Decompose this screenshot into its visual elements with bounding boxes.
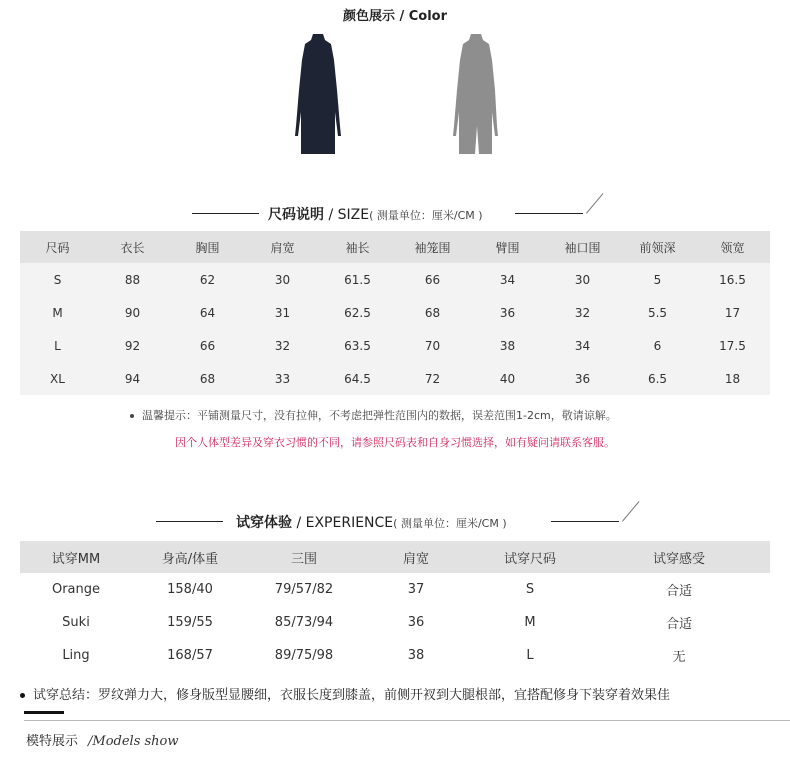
experience-header-cell: 试穿尺码 [472,541,588,573]
table-cell: S [53,272,62,287]
fit-summary-text: 试穿总结：罗纹弹力大，修身版型显腰细，衣服长度到膝盖，前侧开衩到大腿根部，宜搭配修身下装穿着效果佳 [33,688,671,703]
table-cell: 17.5 [719,338,746,353]
size-header-cell: 袖口围 [545,231,620,263]
table-cell: 36 [407,615,425,630]
table-row [20,573,770,606]
table-cell: 72 [424,371,441,386]
navy-dress-image [283,30,353,158]
experience-header-cell: 试穿感受 [588,541,770,573]
table-cell: 5 [653,272,662,287]
table-cell: 66 [199,338,216,353]
experience-header-cell: 肩宽 [360,541,472,573]
experience-heading-en: EXPERIENCE [305,515,394,531]
models-heading-en: /Models show [88,734,179,749]
table-cell: 63.5 [344,338,371,353]
table-cell: 36 [499,305,516,320]
table-row [20,362,770,395]
size-warning: 因个人体型差异及穿衣习惯的不同，请参照尺码表和自身习惯选择，如有疑问请联系客服。 [175,436,615,449]
models-heading-divider [24,720,790,721]
experience-heading-right-rule [551,521,619,522]
table-cell: 30 [274,272,291,287]
table-cell: 40 [499,371,516,386]
size-heading-cn: 尺码说明 [268,207,324,223]
table-cell: 168/57 [167,648,213,663]
table-cell: 66 [424,272,441,287]
color-section-title: 颜色展示 / Color [342,9,448,24]
size-header-cell: 袖笼围 [395,231,470,263]
size-header-cell: 前领深 [620,231,695,263]
size-header-cell: 领宽 [695,231,770,263]
size-table [20,231,770,395]
experience-heading-sep: / [292,515,306,531]
bullet-icon [20,693,25,698]
experience-heading-slash [622,501,639,522]
table-cell: 68 [199,371,216,386]
table-cell: 62 [199,272,216,287]
models-heading-accent-bar [24,711,64,714]
table-cell: 61.5 [344,272,371,287]
table-row [20,606,770,639]
size-heading-slash [586,193,603,214]
table-row [20,639,770,672]
grey-dress-shape [453,34,498,154]
table-cell: XL [50,371,65,386]
experience-table [20,541,770,672]
table-cell: 31 [274,305,291,320]
table-cell: 68 [424,305,441,320]
size-heading-left-rule [192,213,259,214]
table-cell: 36 [574,371,591,386]
experience-header-cell: 试穿MM [20,541,132,573]
fit-summary [20,684,670,703]
table-cell: Orange [51,582,101,597]
size-header-cell: 袖长 [320,231,395,263]
experience-table-header-row [20,541,770,573]
table-cell: 16.5 [719,272,746,287]
table-cell: 92 [124,338,141,353]
size-header-cell: 臂围 [470,231,545,263]
table-cell: L [54,338,61,353]
size-header-cell: 衣长 [95,231,170,263]
table-cell: 38 [499,338,516,353]
size-heading-en: SIZE [337,207,370,223]
table-cell: 79/57/82 [274,582,334,597]
table-cell: 159/55 [167,615,213,630]
table-cell: 70 [424,338,441,353]
models-heading-cn: 模特展示 [26,734,79,749]
size-heading-unit: ( 测量单位：厘米/CM ) [369,209,483,222]
table-row [20,263,770,296]
table-cell: S [525,582,535,597]
bullet-icon [130,414,134,418]
experience-heading-cn: 试穿体验 [236,515,292,531]
table-cell: 38 [407,648,425,663]
table-cell: M [52,305,63,320]
grey-dress-image [441,30,511,158]
table-cell: 33 [274,371,291,386]
table-cell: Suki [62,615,90,630]
experience-heading [236,512,507,532]
table-cell: 62.5 [344,305,371,320]
table-cell: 158/40 [167,582,213,597]
models-heading [26,730,179,749]
experience-heading-left-rule [156,521,223,522]
size-header-cell: 肩宽 [245,231,320,263]
table-cell: 合适 [665,584,692,599]
navy-dress-shape [295,34,341,154]
size-heading-right-rule [515,213,583,214]
size-heading [268,204,483,224]
table-cell: 30 [574,272,591,287]
table-cell: 94 [124,371,141,386]
table-cell: 6.5 [647,371,668,386]
measurement-note [130,407,617,423]
table-cell: 90 [124,305,141,320]
table-cell: 34 [499,272,516,287]
table-cell: 18 [724,371,741,386]
measurement-note-text: 温馨提示：平铺测量尺寸，没有拉伸，不考虑把弹性范围内的数据，误差范围1-2cm，敬请谅解。 [142,409,617,422]
table-cell: M [524,615,536,630]
table-cell: 37 [407,582,425,597]
table-cell: 88 [124,272,141,287]
table-cell: 32 [274,338,291,353]
size-table-header-row [20,231,770,263]
table-cell: L [526,648,534,663]
table-cell: 85/73/94 [274,615,334,630]
table-cell: Ling [62,648,90,663]
table-cell: 32 [574,305,591,320]
table-cell: 17 [724,305,741,320]
table-cell: 无 [672,650,686,665]
table-cell: 89/75/98 [274,648,334,663]
size-header-cell: 尺码 [20,231,95,263]
table-cell: 合适 [665,617,692,632]
table-row [20,329,770,362]
size-heading-sep: / [324,207,338,223]
experience-header-cell: 身高/体重 [132,541,248,573]
experience-header-cell: 三围 [248,541,360,573]
table-cell: 64.5 [344,371,371,386]
table-cell: 6 [653,338,662,353]
table-cell: 64 [199,305,216,320]
table-cell: 5.5 [647,305,668,320]
table-cell: 34 [574,338,591,353]
experience-heading-unit: ( 测量单位：厘米/CM ) [393,517,507,530]
size-header-cell: 胸围 [170,231,245,263]
table-row [20,296,770,329]
